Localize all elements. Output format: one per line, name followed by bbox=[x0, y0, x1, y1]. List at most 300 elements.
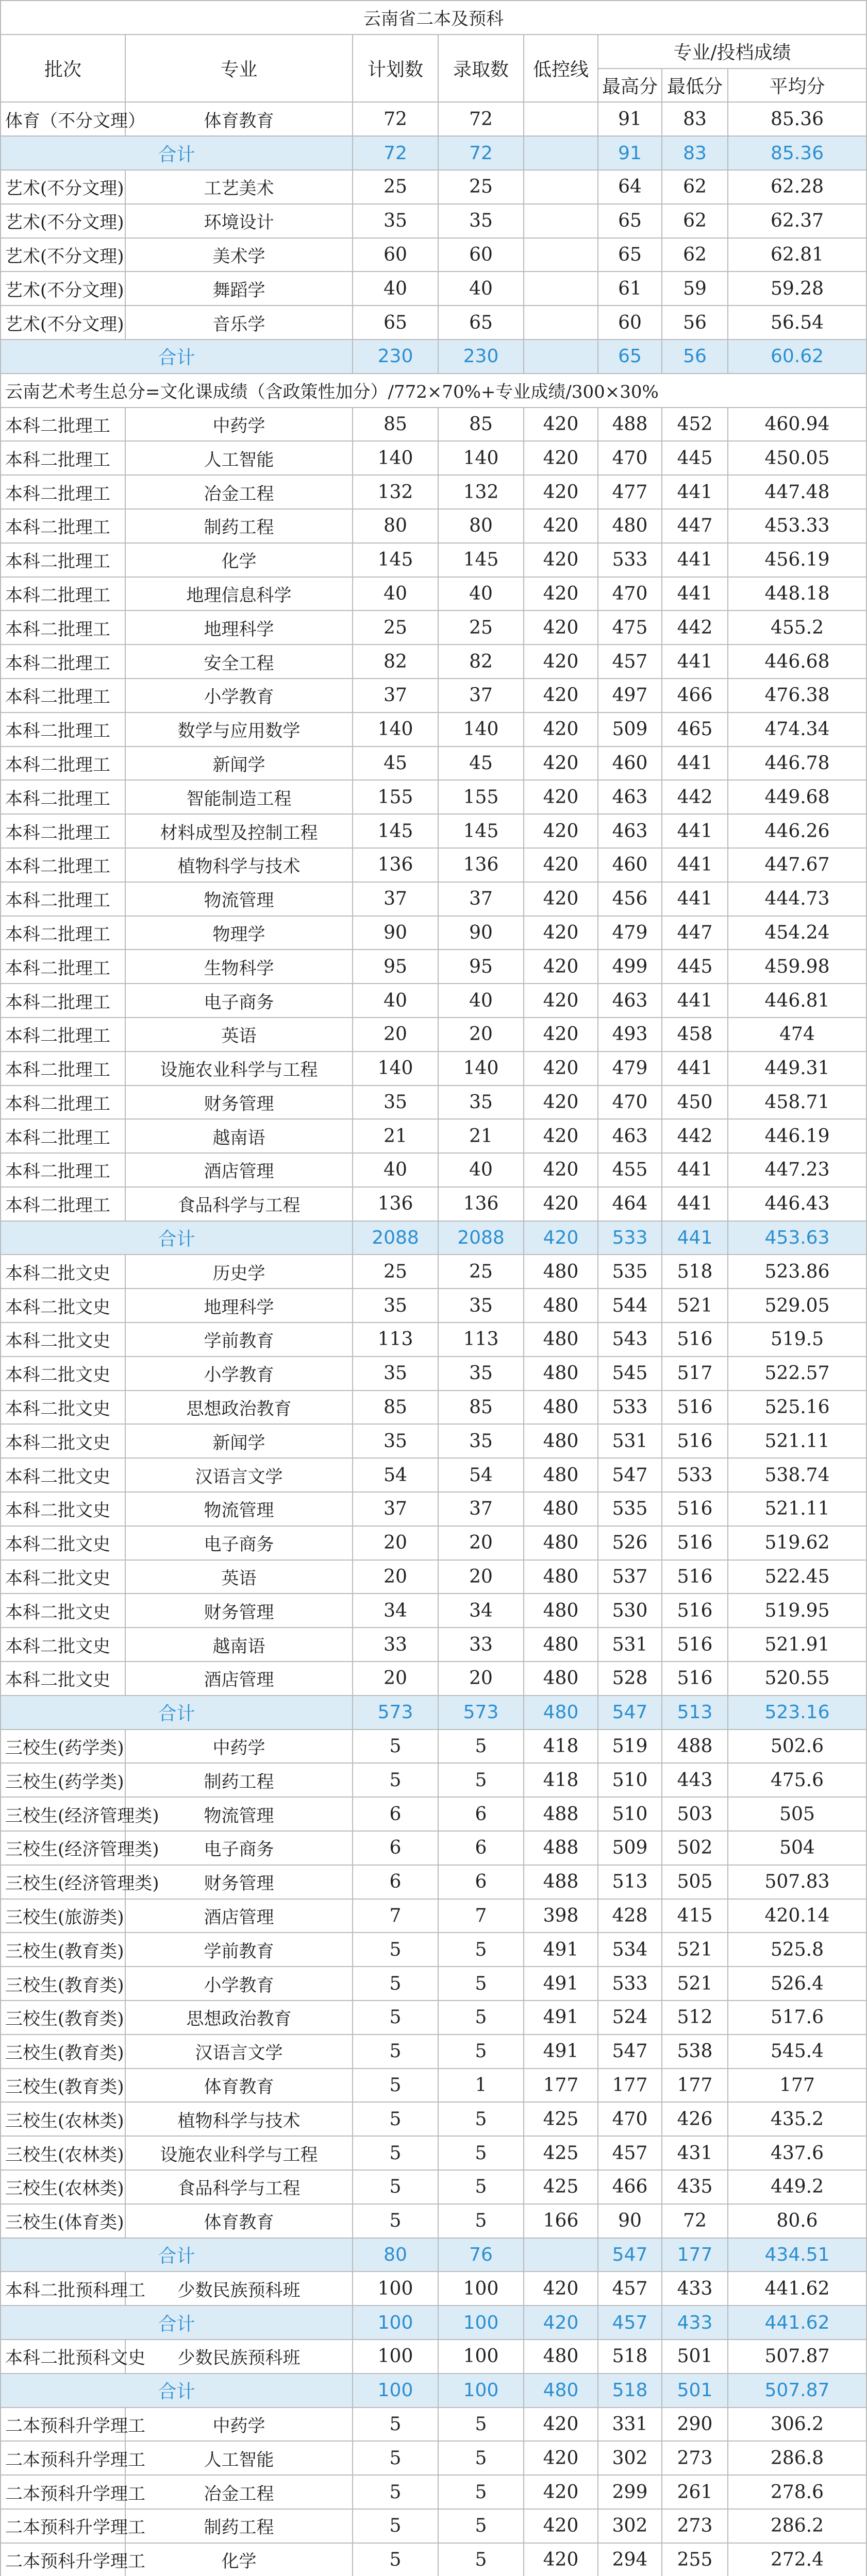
table-row bbox=[1, 848, 866, 882]
min-score-cell: 447 bbox=[662, 916, 728, 950]
max-score-cell: 91 bbox=[598, 102, 662, 136]
total-plan: 573 bbox=[353, 1696, 438, 1730]
avg-score-cell: 306.2 bbox=[728, 2408, 866, 2442]
major-cell: 酒店管理 bbox=[125, 1899, 353, 1933]
batch-cell: 本科二批文史 bbox=[1, 1560, 125, 1594]
avg-score-cell: 448.18 bbox=[728, 577, 866, 611]
table-row bbox=[1, 1086, 866, 1120]
admit-cell: 37 bbox=[438, 1492, 524, 1526]
batch-cell: 本科二批文史 bbox=[1, 1289, 125, 1323]
min-score-cell: 445 bbox=[662, 950, 728, 984]
admit-cell: 25 bbox=[438, 170, 524, 204]
plan-cell: 60 bbox=[353, 238, 438, 272]
admit-cell: 5 bbox=[438, 2441, 524, 2475]
min-score-cell: 431 bbox=[662, 2136, 728, 2170]
batch-cell: 本科二批理工 bbox=[1, 645, 125, 679]
max-score-cell: 60 bbox=[598, 306, 662, 340]
total-plan: 2088 bbox=[353, 1221, 438, 1255]
admit-cell: 33 bbox=[438, 1628, 524, 1662]
min-score-cell: 441 bbox=[662, 577, 728, 611]
major-cell: 历史学 bbox=[125, 1255, 353, 1289]
min-score-cell: 501 bbox=[662, 2340, 728, 2374]
avg-score-cell: 449.68 bbox=[728, 780, 866, 814]
batch-cell: 本科二批理工 bbox=[1, 611, 125, 645]
min-score-cell: 447 bbox=[662, 509, 728, 543]
admit-cell: 5 bbox=[438, 1763, 524, 1797]
table-row bbox=[1, 1052, 866, 1086]
batch-cell: 本科二批理工 bbox=[1, 1119, 125, 1153]
max-score-cell: 524 bbox=[598, 2001, 662, 2035]
batch-cell: 本科二批理工 bbox=[1, 814, 125, 848]
min-score-cell: 441 bbox=[662, 984, 728, 1018]
batch-cell: 二本预科升学理工 bbox=[1, 2509, 125, 2543]
max-score-cell: 294 bbox=[598, 2543, 662, 2576]
header-admit: 录取数 bbox=[438, 35, 524, 103]
major-cell: 地理科学 bbox=[125, 611, 353, 645]
plan-cell: 6 bbox=[353, 1865, 438, 1899]
plan-cell: 20 bbox=[353, 1662, 438, 1696]
total-control-line: 420 bbox=[524, 2306, 598, 2340]
admit-cell: 145 bbox=[438, 543, 524, 577]
plan-cell: 45 bbox=[353, 747, 438, 781]
max-score-cell: 460 bbox=[598, 747, 662, 781]
admit-cell: 25 bbox=[438, 611, 524, 645]
total-label: 合计 bbox=[1, 2374, 353, 2408]
total-label: 合计 bbox=[1, 340, 353, 374]
major-cell: 学前教育 bbox=[125, 1933, 353, 1967]
total-min: 83 bbox=[662, 136, 728, 170]
batch-cell: 本科二批文史 bbox=[1, 1662, 125, 1696]
batch-cell: 本科二批文史 bbox=[1, 1628, 125, 1662]
control-line-cell: 425 bbox=[524, 2170, 598, 2204]
plan-cell: 95 bbox=[353, 950, 438, 984]
min-score-cell: 505 bbox=[662, 1865, 728, 1899]
table-row bbox=[1, 2136, 866, 2170]
batch-cell: 体育（不分文理） bbox=[1, 102, 125, 136]
control-line-cell: 420 bbox=[524, 2509, 598, 2543]
major-cell: 制药工程 bbox=[125, 509, 353, 543]
plan-cell: 80 bbox=[353, 509, 438, 543]
total-row bbox=[1, 2374, 866, 2408]
min-score-cell: 465 bbox=[662, 713, 728, 747]
table-row bbox=[1, 102, 866, 136]
avg-score-cell: 446.26 bbox=[728, 814, 866, 848]
control-line-cell: 420 bbox=[524, 611, 598, 645]
plan-cell: 5 bbox=[353, 1763, 438, 1797]
table-row bbox=[1, 1187, 866, 1221]
batch-cell: 本科二批理工 bbox=[1, 543, 125, 577]
major-cell: 英语 bbox=[125, 1018, 353, 1052]
major-cell: 酒店管理 bbox=[125, 1662, 353, 1696]
max-score-cell: 518 bbox=[598, 2340, 662, 2374]
batch-cell: 本科二批文史 bbox=[1, 1492, 125, 1526]
major-cell: 物流管理 bbox=[125, 1797, 353, 1831]
major-cell: 思想政治教育 bbox=[125, 2001, 353, 2035]
total-max: 65 bbox=[598, 340, 662, 374]
batch-cell: 本科二批文史 bbox=[1, 1323, 125, 1357]
min-score-cell: 62 bbox=[662, 170, 728, 204]
header-score-group: 专业/投档成绩 bbox=[598, 35, 866, 69]
control-line-cell: 420 bbox=[524, 882, 598, 916]
plan-cell: 33 bbox=[353, 1628, 438, 1662]
min-score-cell: 452 bbox=[662, 408, 728, 442]
major-cell: 新闻学 bbox=[125, 747, 353, 781]
batch-cell: 三校生(教育类) bbox=[1, 2069, 125, 2103]
control-line-cell: 420 bbox=[524, 577, 598, 611]
plan-cell: 145 bbox=[353, 543, 438, 577]
major-cell: 物流管理 bbox=[125, 882, 353, 916]
table-row bbox=[1, 475, 866, 509]
plan-cell: 5 bbox=[353, 2509, 438, 2543]
control-line-cell: 420 bbox=[524, 645, 598, 679]
control-line-cell: 420 bbox=[524, 984, 598, 1018]
table-row bbox=[1, 2509, 866, 2543]
major-cell: 舞蹈学 bbox=[125, 272, 353, 306]
min-score-cell: 516 bbox=[662, 1628, 728, 1662]
table-row bbox=[1, 1323, 866, 1357]
admit-cell: 5 bbox=[438, 2408, 524, 2442]
batch-cell: 本科二批理工 bbox=[1, 984, 125, 1018]
avg-score-cell: 446.68 bbox=[728, 645, 866, 679]
control-line-cell: 480 bbox=[524, 1492, 598, 1526]
plan-cell: 82 bbox=[353, 645, 438, 679]
plan-cell: 6 bbox=[353, 1797, 438, 1831]
table-row bbox=[1, 2408, 866, 2442]
control-line-cell: 420 bbox=[524, 408, 598, 442]
batch-cell: 本科二批文史 bbox=[1, 1526, 125, 1560]
control-line-cell: 420 bbox=[524, 1153, 598, 1187]
avg-score-cell: 80.6 bbox=[728, 2204, 866, 2238]
min-score-cell: 290 bbox=[662, 2408, 728, 2442]
table-row bbox=[1, 1933, 866, 1967]
table-row bbox=[1, 1628, 866, 1662]
table-row bbox=[1, 713, 866, 747]
control-line-cell: 420 bbox=[524, 1018, 598, 1052]
admit-cell: 140 bbox=[438, 1052, 524, 1086]
admit-cell: 5 bbox=[438, 2102, 524, 2136]
table-row bbox=[1, 1865, 866, 1899]
min-score-cell: 516 bbox=[662, 1594, 728, 1628]
batch-cell: 三校生(药学类) bbox=[1, 1763, 125, 1797]
avg-score-cell: 62.28 bbox=[728, 170, 866, 204]
avg-score-cell: 62.37 bbox=[728, 204, 866, 238]
batch-cell: 本科二批理工 bbox=[1, 747, 125, 781]
batch-cell: 三校生(体育类) bbox=[1, 2204, 125, 2238]
avg-score-cell: 456.19 bbox=[728, 543, 866, 577]
major-cell: 中药学 bbox=[125, 1730, 353, 1764]
avg-score-cell: 459.98 bbox=[728, 950, 866, 984]
max-score-cell: 331 bbox=[598, 2408, 662, 2442]
avg-score-cell: 441.62 bbox=[728, 2272, 866, 2306]
batch-cell: 艺术(不分文理) bbox=[1, 306, 125, 340]
table-row bbox=[1, 2272, 866, 2306]
avg-score-cell: 521.91 bbox=[728, 1628, 866, 1662]
min-score-cell: 538 bbox=[662, 2035, 728, 2069]
header-control-line: 低控线 bbox=[524, 35, 598, 103]
plan-cell: 35 bbox=[353, 204, 438, 238]
table-row bbox=[1, 1594, 866, 1628]
max-score-cell: 509 bbox=[598, 713, 662, 747]
major-cell: 中药学 bbox=[125, 408, 353, 442]
major-cell: 制药工程 bbox=[125, 1763, 353, 1797]
avg-score-cell: 449.2 bbox=[728, 2170, 866, 2204]
table-row bbox=[1, 170, 866, 204]
avg-score-cell: 517.6 bbox=[728, 2001, 866, 2035]
major-cell: 小学教育 bbox=[125, 1967, 353, 2001]
max-score-cell: 466 bbox=[598, 2170, 662, 2204]
control-line-cell: 491 bbox=[524, 1933, 598, 1967]
plan-cell: 5 bbox=[353, 2035, 438, 2069]
min-score-cell: 441 bbox=[662, 543, 728, 577]
avg-score-cell: 177 bbox=[728, 2069, 866, 2103]
batch-cell: 本科二批文史 bbox=[1, 1424, 125, 1458]
plan-cell: 5 bbox=[353, 2069, 438, 2103]
batch-cell: 本科二批理工 bbox=[1, 509, 125, 543]
batch-cell: 本科二批理工 bbox=[1, 1187, 125, 1221]
admit-cell: 35 bbox=[438, 1357, 524, 1391]
plan-cell: 5 bbox=[353, 2475, 438, 2509]
plan-cell: 5 bbox=[353, 2441, 438, 2475]
table-row bbox=[1, 1797, 866, 1831]
min-score-cell: 441 bbox=[662, 475, 728, 509]
plan-cell: 140 bbox=[353, 441, 438, 475]
plan-cell: 85 bbox=[353, 1391, 438, 1425]
max-score-cell: 531 bbox=[598, 1628, 662, 1662]
major-cell: 财务管理 bbox=[125, 1594, 353, 1628]
min-score-cell: 441 bbox=[662, 645, 728, 679]
plan-cell: 35 bbox=[353, 1357, 438, 1391]
admit-cell: 21 bbox=[438, 1119, 524, 1153]
total-label: 合计 bbox=[1, 2306, 353, 2340]
plan-cell: 40 bbox=[353, 984, 438, 1018]
max-score-cell: 65 bbox=[598, 204, 662, 238]
min-score-cell: 435 bbox=[662, 2170, 728, 2204]
plan-cell: 140 bbox=[353, 1052, 438, 1086]
batch-cell: 本科二批理工 bbox=[1, 441, 125, 475]
admit-cell: 5 bbox=[438, 2035, 524, 2069]
total-row bbox=[1, 340, 866, 374]
batch-cell: 本科二批文史 bbox=[1, 1391, 125, 1425]
avg-score-cell: 446.43 bbox=[728, 1187, 866, 1221]
min-score-cell: 441 bbox=[662, 1052, 728, 1086]
total-min: 177 bbox=[662, 2238, 728, 2272]
admit-cell: 37 bbox=[438, 679, 524, 713]
max-score-cell: 513 bbox=[598, 1865, 662, 1899]
total-control-line bbox=[524, 340, 598, 374]
total-control-line bbox=[524, 2238, 598, 2272]
admit-cell: 45 bbox=[438, 747, 524, 781]
batch-cell: 本科二批理工 bbox=[1, 1018, 125, 1052]
batch-cell: 三校生(旅游类) bbox=[1, 1899, 125, 1933]
major-cell: 汉语言文学 bbox=[125, 1458, 353, 1492]
total-min: 513 bbox=[662, 1696, 728, 1730]
admit-cell: 100 bbox=[438, 2272, 524, 2306]
total-row bbox=[1, 2238, 866, 2272]
plan-cell: 100 bbox=[353, 2340, 438, 2374]
batch-cell: 三校生(教育类) bbox=[1, 2001, 125, 2035]
table-row bbox=[1, 1662, 866, 1696]
header-major: 专业 bbox=[125, 35, 353, 103]
total-row bbox=[1, 2306, 866, 2340]
table-row bbox=[1, 2204, 866, 2238]
batch-cell: 本科二批理工 bbox=[1, 1153, 125, 1187]
batch-cell: 三校生(药学类) bbox=[1, 1730, 125, 1764]
major-cell: 少数民族预科班 bbox=[125, 2272, 353, 2306]
avg-score-cell: 519.5 bbox=[728, 1323, 866, 1357]
max-score-cell: 499 bbox=[598, 950, 662, 984]
admit-cell: 100 bbox=[438, 2340, 524, 2374]
control-line-cell: 418 bbox=[524, 1763, 598, 1797]
plan-cell: 35 bbox=[353, 1086, 438, 1120]
max-score-cell: 493 bbox=[598, 1018, 662, 1052]
avg-score-cell: 446.19 bbox=[728, 1119, 866, 1153]
admit-cell: 80 bbox=[438, 509, 524, 543]
plan-cell: 5 bbox=[353, 2136, 438, 2170]
total-admit: 76 bbox=[438, 2238, 524, 2272]
control-line-cell bbox=[524, 306, 598, 340]
batch-cell: 本科二批理工 bbox=[1, 408, 125, 442]
avg-score-cell: 437.6 bbox=[728, 2136, 866, 2170]
min-score-cell: 450 bbox=[662, 1086, 728, 1120]
max-score-cell: 531 bbox=[598, 1424, 662, 1458]
avg-score-cell: 523.86 bbox=[728, 1255, 866, 1289]
max-score-cell: 177 bbox=[598, 2069, 662, 2103]
admit-cell: 5 bbox=[438, 2509, 524, 2543]
plan-cell: 113 bbox=[353, 1323, 438, 1357]
control-line-cell: 491 bbox=[524, 2001, 598, 2035]
major-cell: 思想政治教育 bbox=[125, 1391, 353, 1425]
admit-cell: 85 bbox=[438, 408, 524, 442]
table-row bbox=[1, 1018, 866, 1052]
total-row bbox=[1, 1221, 866, 1255]
admit-cell: 140 bbox=[438, 441, 524, 475]
min-score-cell: 441 bbox=[662, 1153, 728, 1187]
avg-score-cell: 450.05 bbox=[728, 441, 866, 475]
control-line-cell: 480 bbox=[524, 1662, 598, 1696]
major-cell: 化学 bbox=[125, 2543, 353, 2576]
plan-cell: 7 bbox=[353, 1899, 438, 1933]
avg-score-cell: 522.57 bbox=[728, 1357, 866, 1391]
batch-cell: 艺术(不分文理) bbox=[1, 238, 125, 272]
admit-cell: 20 bbox=[438, 1560, 524, 1594]
avg-score-cell: 454.24 bbox=[728, 916, 866, 950]
plan-cell: 40 bbox=[353, 272, 438, 306]
plan-cell: 136 bbox=[353, 848, 438, 882]
control-line-cell: 480 bbox=[524, 1560, 598, 1594]
avg-score-cell: 529.05 bbox=[728, 1289, 866, 1323]
max-score-cell: 456 bbox=[598, 882, 662, 916]
avg-score-cell: 502.6 bbox=[728, 1730, 866, 1764]
table-row bbox=[1, 814, 866, 848]
table-row bbox=[1, 1831, 866, 1865]
major-cell: 英语 bbox=[125, 1560, 353, 1594]
min-score-cell: 442 bbox=[662, 611, 728, 645]
avg-score-cell: 507.83 bbox=[728, 1865, 866, 1899]
control-line-cell bbox=[524, 272, 598, 306]
table-row bbox=[1, 204, 866, 238]
max-score-cell: 455 bbox=[598, 1153, 662, 1187]
total-min: 501 bbox=[662, 2374, 728, 2408]
min-score-cell: 445 bbox=[662, 441, 728, 475]
admit-cell: 90 bbox=[438, 916, 524, 950]
avg-score-cell: 475.6 bbox=[728, 1763, 866, 1797]
admit-cell: 5 bbox=[438, 1967, 524, 2001]
min-score-cell: 441 bbox=[662, 1187, 728, 1221]
table-row bbox=[1, 780, 866, 814]
total-min: 56 bbox=[662, 340, 728, 374]
table-row bbox=[1, 543, 866, 577]
batch-cell: 二本预科升学理工 bbox=[1, 2475, 125, 2509]
total-admit: 100 bbox=[438, 2374, 524, 2408]
table-row bbox=[1, 1730, 866, 1764]
major-cell: 人工智能 bbox=[125, 2441, 353, 2475]
max-score-cell: 547 bbox=[598, 2035, 662, 2069]
control-line-cell: 425 bbox=[524, 2136, 598, 2170]
batch-cell: 本科二批理工 bbox=[1, 713, 125, 747]
total-max: 518 bbox=[598, 2374, 662, 2408]
min-score-cell: 516 bbox=[662, 1391, 728, 1425]
plan-cell: 37 bbox=[353, 1492, 438, 1526]
batch-cell: 本科二批理工 bbox=[1, 780, 125, 814]
major-cell: 数学与应用数学 bbox=[125, 713, 353, 747]
plan-cell: 85 bbox=[353, 408, 438, 442]
total-avg: 453.63 bbox=[728, 1221, 866, 1255]
total-min: 433 bbox=[662, 2306, 728, 2340]
batch-cell: 三校生(教育类) bbox=[1, 2035, 125, 2069]
control-line-cell: 420 bbox=[524, 679, 598, 713]
admit-cell: 132 bbox=[438, 475, 524, 509]
major-cell: 物理学 bbox=[125, 916, 353, 950]
max-score-cell: 477 bbox=[598, 475, 662, 509]
batch-cell: 三校生(经济管理类) bbox=[1, 1831, 125, 1865]
min-score-cell: 516 bbox=[662, 1560, 728, 1594]
control-line-cell: 418 bbox=[524, 1730, 598, 1764]
batch-cell: 本科二批理工 bbox=[1, 950, 125, 984]
max-score-cell: 457 bbox=[598, 2272, 662, 2306]
control-line-cell: 480 bbox=[524, 1255, 598, 1289]
table-row bbox=[1, 577, 866, 611]
admit-cell: 40 bbox=[438, 1153, 524, 1187]
header-batch: 批次 bbox=[1, 35, 125, 103]
control-line-cell: 420 bbox=[524, 2272, 598, 2306]
control-line-cell: 420 bbox=[524, 2408, 598, 2442]
major-cell: 小学教育 bbox=[125, 1357, 353, 1391]
control-line-cell: 398 bbox=[524, 1899, 598, 1933]
plan-cell: 5 bbox=[353, 2001, 438, 2035]
batch-cell: 本科二批理工 bbox=[1, 882, 125, 916]
major-cell: 制药工程 bbox=[125, 2509, 353, 2543]
control-line-cell: 488 bbox=[524, 1831, 598, 1865]
table-row bbox=[1, 1458, 866, 1492]
avg-score-cell: 447.67 bbox=[728, 848, 866, 882]
major-cell: 越南语 bbox=[125, 1119, 353, 1153]
plan-cell: 20 bbox=[353, 1560, 438, 1594]
total-plan: 100 bbox=[353, 2374, 438, 2408]
min-score-cell: 518 bbox=[662, 1255, 728, 1289]
control-line-cell: 420 bbox=[524, 509, 598, 543]
total-admit: 100 bbox=[438, 2306, 524, 2340]
admit-cell: 25 bbox=[438, 1255, 524, 1289]
max-score-cell: 535 bbox=[598, 1492, 662, 1526]
plan-cell: 34 bbox=[353, 1594, 438, 1628]
admit-cell: 35 bbox=[438, 204, 524, 238]
control-line-cell: 425 bbox=[524, 2102, 598, 2136]
max-score-cell: 61 bbox=[598, 272, 662, 306]
header-avg: 平均分 bbox=[728, 69, 866, 103]
total-max: 547 bbox=[598, 2238, 662, 2272]
control-line-cell: 480 bbox=[524, 2340, 598, 2374]
avg-score-cell: 525.16 bbox=[728, 1391, 866, 1425]
